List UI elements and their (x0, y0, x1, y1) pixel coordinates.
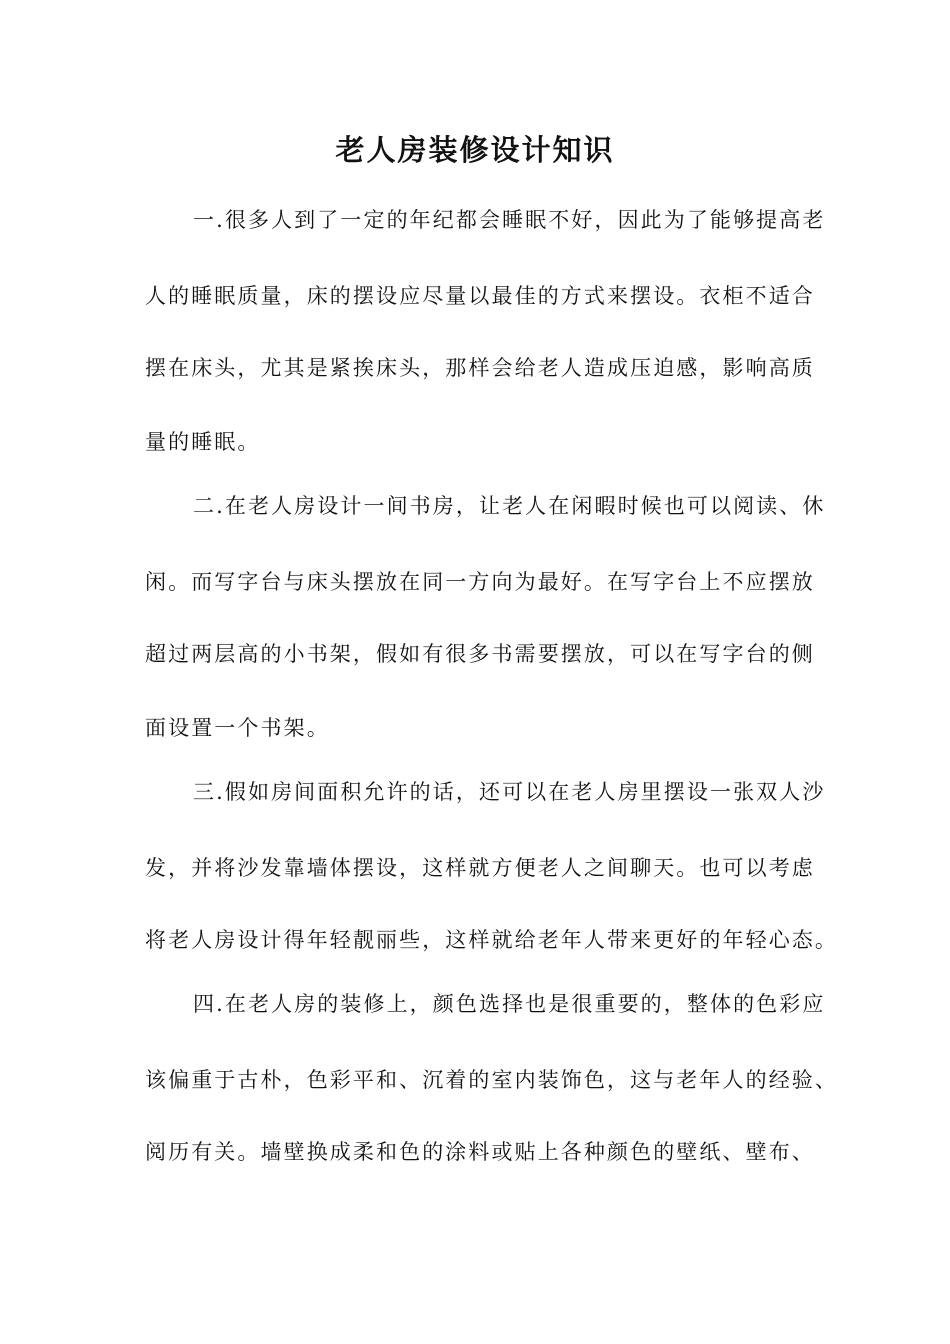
paragraph-4-line-3: 阅历有关。墙壁换成柔和色的涂料或贴上各种颜色的壁纸、壁布、 (145, 1140, 815, 1164)
paragraph-3-line-1: 三.假如房间面积允许的话，还可以在老人房里摆设一张双人沙 (193, 780, 826, 804)
paragraph-2-line-1: 二.在老人房设计一间书房，让老人在闲暇时候也可以阅读、休 (193, 494, 826, 518)
paragraph-1-line-3: 摆在床头，尤其是紧挨床头，那样会给老人造成压迫感，影响高质 (145, 356, 815, 380)
paragraph-4-line-1: 四.在老人房的装修上，颜色选择也是很重要的，整体的色彩应 (193, 992, 826, 1016)
paragraph-1-line-1: 一.很多人到了一定的年纪都会睡眠不好，因此为了能够提高老 (193, 208, 826, 232)
paragraph-1-line-4: 量的睡眠。 (145, 430, 261, 454)
paragraph-3-line-3: 将老人房设计得年轻靓丽些，这样就给老年人带来更好的年轻心态。 (145, 928, 838, 952)
paragraph-4-line-2: 该偏重于古朴，色彩平和、沉着的室内装饰色，这与老年人的经验、 (145, 1068, 838, 1092)
paragraph-1-line-2: 人的睡眠质量，床的摆设应尽量以最佳的方式来摆设。衣柜不适合 (145, 284, 815, 308)
paragraph-2-line-4: 面设置一个书架。 (145, 716, 330, 740)
paragraph-2-line-3: 超过两层高的小书架，假如有很多书需要摆放，可以在写字台的侧 (145, 642, 815, 666)
paragraph-2-line-2: 闲。而写字台与床头摆放在同一方向为最好。在写字台上不应摆放 (145, 570, 815, 594)
paragraph-3-line-2: 发，并将沙发靠墙体摆设，这样就方便老人之间聊天。也可以考虑 (145, 856, 815, 880)
document-title: 老人房装修设计知识 (335, 133, 615, 167)
